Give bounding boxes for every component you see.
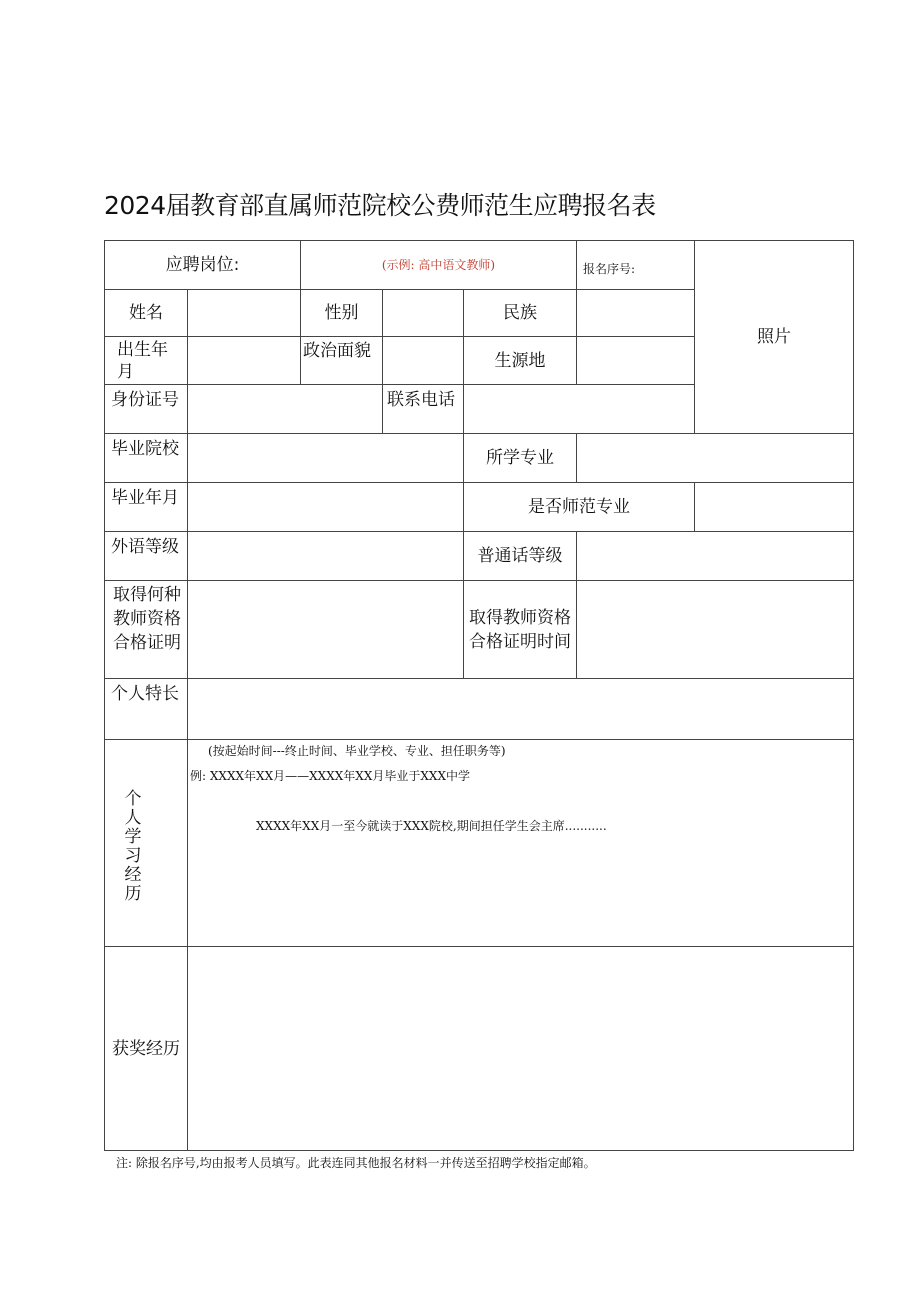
study-history-cell (104, 739, 188, 947)
grad-date-field[interactable] (187, 482, 464, 532)
school-field[interactable] (187, 433, 464, 483)
awards-label: 获奖经历 (104, 946, 188, 1151)
name-label: 姓名 (104, 289, 188, 337)
specialty-field[interactable] (187, 678, 854, 740)
phone-label: 联系电话 (382, 384, 464, 434)
origin-label: 生源地 (463, 336, 577, 385)
specialty-label: 个人特长 (104, 678, 188, 740)
footnote: 注: 除报名序号,均由报考人员填写。此表连同其他报名材料一并传送至招聘学校指定邮箱。 (116, 1156, 596, 1170)
teaching-major-label: 是否师范专业 (463, 482, 695, 532)
study-example-2: XXXX年XX月一至今就读于XXX院校,期间担任学生会主席........... (256, 819, 607, 833)
teaching-major-field[interactable] (694, 482, 854, 532)
serial-label: 报名序号: (576, 240, 695, 290)
grad-date-label: 毕业年月 (104, 482, 188, 532)
foreign-lang-field[interactable] (187, 531, 464, 581)
ethnicity-field[interactable] (576, 289, 695, 337)
foreign-lang-label: 外语等级 (104, 531, 188, 581)
major-label: 所学专业 (463, 433, 577, 483)
photo-box: 照片 (694, 240, 854, 434)
position-label: 应聘岗位: (104, 240, 301, 290)
ethnicity-label: 民族 (463, 289, 577, 337)
cert-time-label: 取得教师资格合格证明时间 (463, 580, 577, 679)
birth-label: 出生年月 (104, 336, 188, 385)
cert-type-label: 取得何种教师资格合格证明 (104, 580, 188, 679)
political-field[interactable] (382, 336, 464, 385)
id-number-label: 身份证号 (104, 384, 188, 434)
mandarin-field[interactable] (576, 531, 854, 581)
id-number-field[interactable] (187, 384, 383, 434)
cert-type-field[interactable] (187, 580, 464, 679)
school-label: 毕业院校 (104, 433, 188, 483)
position-field[interactable] (300, 240, 577, 290)
study-example-1: 例: XXXX年XX月——XXXX年XX月毕业于XXX中学 (190, 769, 471, 783)
position-hint: (示例: 高中语文教师) (381, 258, 496, 272)
page-title: 2024届教育部直属师范院校公费师范生应聘报名表 (104, 191, 656, 220)
name-field[interactable] (187, 289, 301, 337)
gender-field[interactable] (382, 289, 464, 337)
mandarin-label: 普通话等级 (463, 531, 577, 581)
major-field[interactable] (576, 433, 854, 483)
study-hint: (按起始时间---终止时间、毕业学校、专业、担任职务等) (208, 744, 506, 758)
awards-field[interactable] (187, 946, 854, 1151)
study-history-label: 个人学习经历 (124, 789, 142, 904)
phone-field[interactable] (463, 384, 695, 434)
gender-label: 性别 (300, 289, 383, 337)
political-label: 政治面貌 (300, 336, 383, 385)
cert-time-field[interactable] (576, 580, 854, 679)
origin-field[interactable] (576, 336, 695, 385)
birth-field[interactable] (187, 336, 301, 385)
